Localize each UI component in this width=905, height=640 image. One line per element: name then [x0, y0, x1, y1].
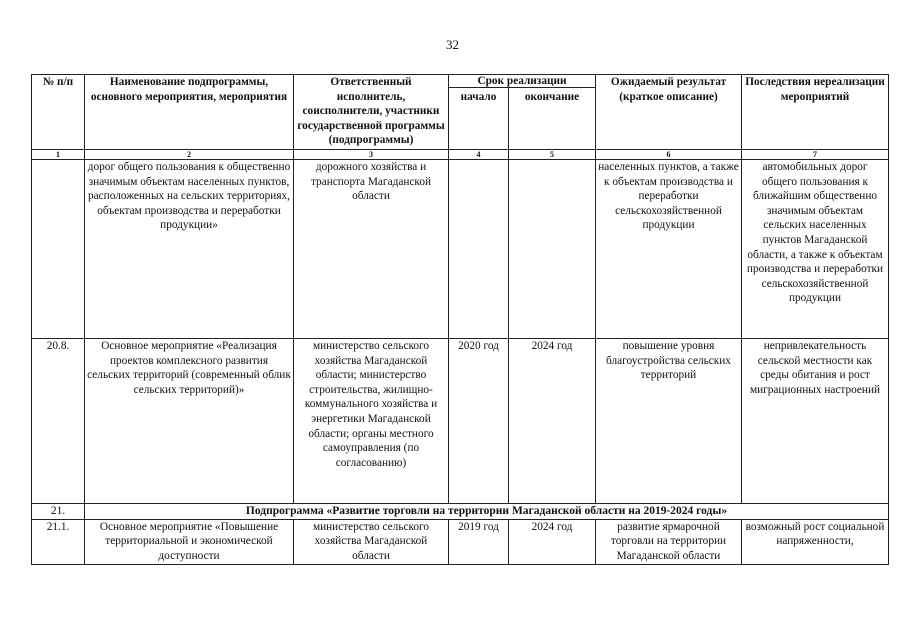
header-name: Наименование подпрограммы, основного мероприятия, мероприятия: [85, 75, 294, 150]
row-responsible: дорожного хозяйства и транспорта Магаданской области: [294, 160, 449, 339]
row-end: 2024 год: [509, 519, 596, 564]
column-numbers-row: [32, 150, 889, 160]
row-start: [449, 160, 509, 339]
header-responsible: Ответственный исполнитель, соисполнители, участники государственной программы (подпрограммы): [294, 75, 449, 150]
column-number: 3: [294, 150, 449, 160]
row-name: Основное мероприятие «Повышение территориальной и экономической доступности: [85, 519, 294, 564]
row-responsible: министерство сельского хозяйства Магаданской области: [294, 519, 449, 564]
section-title: Подпрограмма «Развитие торговли на территории Магаданской области на 2019-2024 годы»: [85, 504, 889, 520]
table-row: [32, 519, 889, 564]
header-end: окончание: [509, 88, 596, 150]
row-num: 21.1.: [32, 519, 85, 564]
header-result: Ожидаемый результат (краткое описание): [596, 75, 742, 150]
column-number: 4: [449, 150, 509, 160]
row-responsible: министерство сельского хозяйства Магаданской области; министерство строительства, жилищно-коммунального хозяйства и энергетики Магаданской области; органы местного самоуправления (по согласованию): [294, 339, 449, 504]
row-result: повышение уровня благоустройства сельских территорий: [596, 339, 742, 504]
row-name: дорог общего пользования к общественно значимым объектам населенных пунктов, расположенных на сельских территориях, объектам производства и переработки продукции»: [85, 160, 294, 339]
column-number: 6: [596, 150, 742, 160]
column-number: 1: [32, 150, 85, 160]
section-row: [32, 504, 889, 520]
row-num: [32, 160, 85, 339]
table-row: [32, 160, 889, 339]
table-row: [32, 339, 889, 504]
row-end: 2024 год: [509, 339, 596, 504]
row-num: 20.8.: [32, 339, 85, 504]
header-term: Срок реализации: [449, 75, 596, 88]
row-end: [509, 160, 596, 339]
row-consequences: возможный рост социальной напряженности,: [742, 519, 889, 564]
column-number: 7: [742, 150, 889, 160]
section-num: 21.: [32, 504, 85, 520]
row-result: населенных пунктов, а также к объектам производства и переработки сельскохозяйственной продукции: [596, 160, 742, 339]
header-num: № п/п: [32, 75, 85, 150]
row-start: 2019 год: [449, 519, 509, 564]
column-number: 5: [509, 150, 596, 160]
row-result: развитие ярмарочной торговли на территории Магаданской области: [596, 519, 742, 564]
header-start: начало: [449, 88, 509, 150]
page-number: 32: [446, 37, 459, 52]
row-start: 2020 год: [449, 339, 509, 504]
row-name: Основное мероприятие «Реализация проектов комплексного развития сельских территорий (современный облик сельских территорий)»: [85, 339, 294, 504]
program-table: [31, 74, 889, 565]
header-row-1: [32, 75, 889, 88]
row-consequences: непривлекательность сельской местности как среды обитания и рост миграционных настроений: [742, 339, 889, 504]
header-consequences: Последствия нереализации мероприятий: [742, 75, 889, 150]
column-number: 2: [85, 150, 294, 160]
row-consequences: автомобильных дорог общего пользования к ближайшим общественно значимым объектам сельских населенных пунктов Магаданской области, а также к объектам производства и переработки сельскохозяйственной продукции: [742, 160, 889, 339]
